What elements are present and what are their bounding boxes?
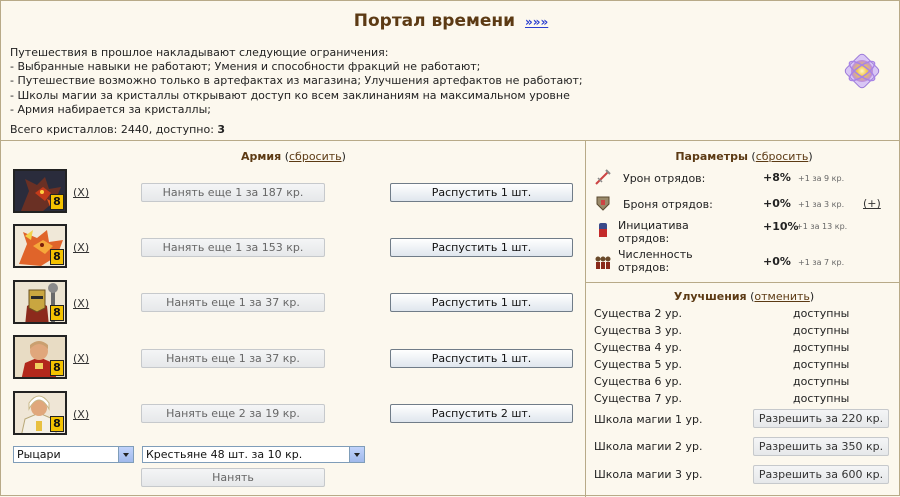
hire-more-button[interactable]: Нанять еще 1 за 37 кр. [141, 293, 325, 312]
unit-portrait-paladin [13, 280, 67, 324]
count-icon [594, 253, 612, 271]
army-header: Армия (сбросить) [241, 150, 346, 163]
creature-upgrade-name: Существа 5 ур. [594, 358, 682, 371]
crystals-available: 3 [217, 123, 226, 136]
dismiss-button[interactable]: Распустить 1 шт. [390, 349, 573, 368]
armor-icon [594, 194, 612, 212]
dismiss-button[interactable]: Распустить 1 шт. [390, 183, 573, 202]
unit-portrait-monk [13, 335, 67, 379]
unit-level-badge: 8 [50, 360, 64, 376]
creature-upgrade-name: Существа 2 ур. [594, 307, 682, 320]
dismiss-button[interactable]: Распустить 1 шт. [390, 238, 573, 257]
remove-unit-link[interactable]: (X) [73, 186, 90, 199]
param-label: Инициатива отрядов: [618, 219, 689, 245]
param-cost: +1 за 9 кр. [798, 174, 845, 183]
page-title-text: Портал времени [353, 11, 516, 31]
initiative-icon [594, 221, 612, 239]
param-value: +8% [763, 171, 791, 184]
unit-portrait-black-dragon [13, 169, 67, 213]
unit-portrait-priest [13, 391, 67, 435]
param-label: Урон отрядов: [623, 172, 706, 185]
upgrades-title: Улучшения [673, 290, 747, 303]
param-cost: +1 за 3 кр. [798, 200, 845, 209]
dismiss-button[interactable]: Распустить 1 шт. [390, 293, 573, 312]
divider [1, 140, 899, 141]
damage-icon [594, 168, 612, 186]
remove-unit-link[interactable]: (X) [73, 241, 90, 254]
creature-upgrade-status: доступны [793, 341, 850, 354]
restrictions-text [10, 46, 810, 117]
creature-upgrade-status: доступны [793, 358, 850, 371]
unit-select-value: Крестьяне 48 шт. за 10 кр. [146, 448, 303, 461]
remove-unit-link[interactable]: (X) [73, 352, 90, 365]
creature-upgrade-status: доступны [793, 307, 850, 320]
creature-upgrade-name: Существа 4 ур. [594, 341, 682, 354]
faction-select-value: Рыцари [17, 448, 61, 461]
crystal-summary [10, 123, 225, 136]
army-reset-link[interactable]: сбросить [289, 150, 342, 163]
hire-more-button[interactable]: Нанять еще 1 за 153 кр. [141, 238, 325, 257]
allow-school-button[interactable]: Разрешить за 350 кр. [753, 437, 889, 456]
restriction-line: - Выбранные навыки не работают; Умения и способности фракций не работают; [10, 60, 481, 74]
divider [586, 282, 899, 283]
params-reset-link[interactable]: сбросить [755, 150, 809, 163]
restriction-line: - Школы магии за кристаллы открывают доступ ко всем заклинаниям на максимальном уровне [10, 88, 570, 102]
param-value: +0% [763, 197, 791, 210]
creature-upgrade-status: доступны [793, 324, 850, 337]
creature-upgrade-status: доступны [793, 375, 850, 388]
magic-school-name: Школа магии 1 ур. [594, 413, 703, 426]
param-label: Броня отрядов: [623, 198, 713, 211]
restriction-line: - Путешествие возможно только в артефактах из магазина; Улучшения артефактов не работают; [10, 74, 583, 88]
increase-armor-link[interactable]: (+) [863, 197, 881, 210]
param-cost: +1 за 13 кр. [796, 222, 848, 231]
title-more-link[interactable]: »»» [524, 15, 549, 29]
crystal-summary-text: Всего кристаллов: 2440, доступно: [10, 123, 218, 136]
chevron-down-icon[interactable] [349, 447, 364, 462]
param-value: +0% [763, 255, 791, 268]
hire-more-button[interactable]: Нанять еще 2 за 19 кр. [141, 404, 325, 423]
param-cost: +1 за 7 кр. [798, 258, 845, 267]
faction-select[interactable] [13, 446, 134, 463]
remove-unit-link[interactable]: (X) [73, 297, 90, 310]
unit-level-badge: 8 [50, 249, 64, 265]
restriction-line: - Армия набирается за кристаллы; [10, 102, 211, 116]
hire-more-button[interactable]: Нанять еще 1 за 37 кр. [141, 349, 325, 368]
magic-school-name: Школа магии 3 ур. [594, 468, 703, 481]
army-title: Армия [241, 150, 282, 163]
hire-more-button[interactable]: Нанять еще 1 за 187 кр. [141, 183, 325, 202]
unit-portrait-gold-dragon [13, 224, 67, 268]
restriction-line: Путешествия в прошлое накладывают следующие ограничения: [10, 46, 389, 59]
upgrades-header: Улучшения (отменить) [673, 290, 815, 303]
params-title: Параметры [675, 150, 748, 163]
unit-level-badge: 8 [50, 416, 64, 432]
magic-school-name: Школа магии 2 ур. [594, 440, 703, 453]
upgrades-cancel-link[interactable]: отменить [754, 290, 810, 303]
dismiss-button[interactable]: Распустить 2 шт. [390, 404, 573, 423]
chevron-down-icon[interactable] [118, 447, 133, 462]
hire-button[interactable]: Нанять [141, 468, 325, 487]
creature-upgrade-name: Существа 7 ур. [594, 392, 682, 405]
param-value: +10% [763, 220, 799, 233]
param-label: Численность отрядов: [618, 248, 693, 274]
allow-school-button[interactable]: Разрешить за 220 кр. [753, 409, 889, 428]
creature-upgrade-name: Существа 6 ур. [594, 375, 682, 388]
remove-unit-link[interactable]: (X) [73, 408, 90, 421]
params-header: Параметры (сбросить) [675, 150, 813, 163]
unit-select[interactable] [142, 446, 365, 463]
divider [585, 140, 586, 497]
allow-school-button[interactable]: Разрешить за 600 кр. [753, 465, 889, 484]
unit-level-badge: 8 [50, 305, 64, 321]
creature-upgrade-status: доступны [793, 392, 850, 405]
page-title [1, 11, 900, 31]
portal-icon [842, 51, 882, 91]
creature-upgrade-name: Существа 3 ур. [594, 324, 682, 337]
unit-level-badge: 8 [50, 194, 64, 210]
